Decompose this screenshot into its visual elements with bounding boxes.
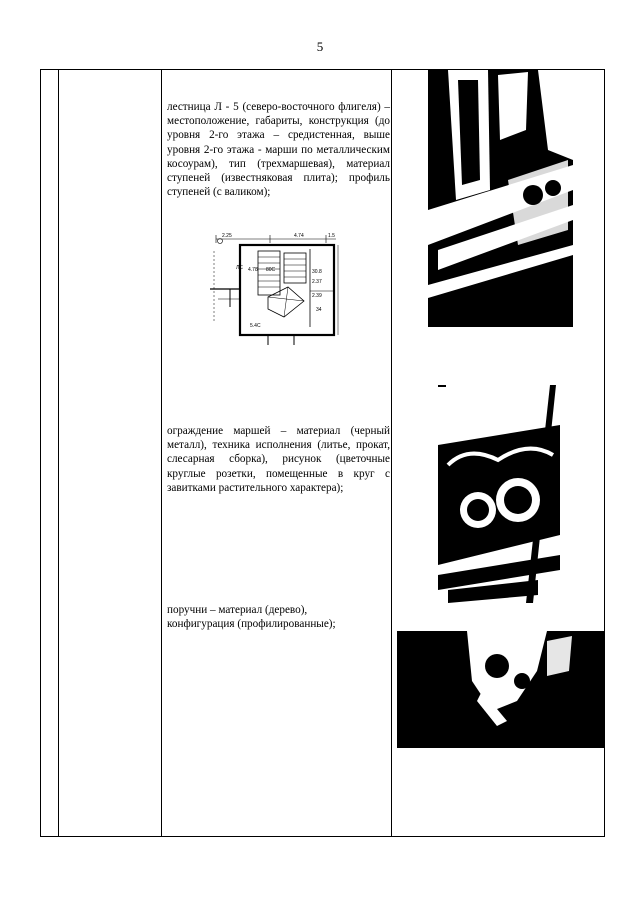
page-number: 5	[316, 39, 324, 54]
plan-label: 5.4С	[250, 323, 261, 329]
column-divider-1	[58, 70, 59, 836]
railing-photo	[438, 385, 560, 603]
floor-plan-drawing	[208, 231, 343, 347]
plan-label: ЛС	[236, 265, 243, 271]
plan-label: 2.39	[312, 293, 322, 299]
plan-label: 2.37	[312, 279, 322, 285]
plan-label: 2.25	[222, 233, 232, 239]
plan-label: 34	[316, 307, 322, 313]
column-divider-3	[391, 70, 392, 836]
plan-label: 80С	[266, 267, 276, 273]
stair-description: лестница Л - 5 (северо-восточного флигеля) – местоположение, габариты, конструкция (до уровня 2-го этажа – средистенная, выше уровня 2-го этажа - марши по металлическим косоурам), тип (трехмаршевая), материал ступеней (известняковая плита); профиль ступеней (с валиком);	[167, 101, 390, 199]
plan-label: 1.5	[328, 233, 335, 239]
staircase-photo	[428, 70, 573, 327]
plan-label: 4.78	[248, 267, 258, 273]
plan-label: 30.8	[312, 269, 322, 275]
column-divider-2	[161, 70, 162, 836]
plan-label: 4.74	[294, 233, 304, 239]
handrail-description: поручни – материал (дерево), конфигурация (профилированные);	[167, 604, 336, 631]
railing-description: ограждение маршей – материал (черный металл), техника исполнения (литье, прокат, слесарная сборка), рисунок (цветочные круглые розетки, помещенные в круг с завитками растительного характера);	[167, 425, 390, 494]
handrail-photo	[397, 631, 604, 748]
